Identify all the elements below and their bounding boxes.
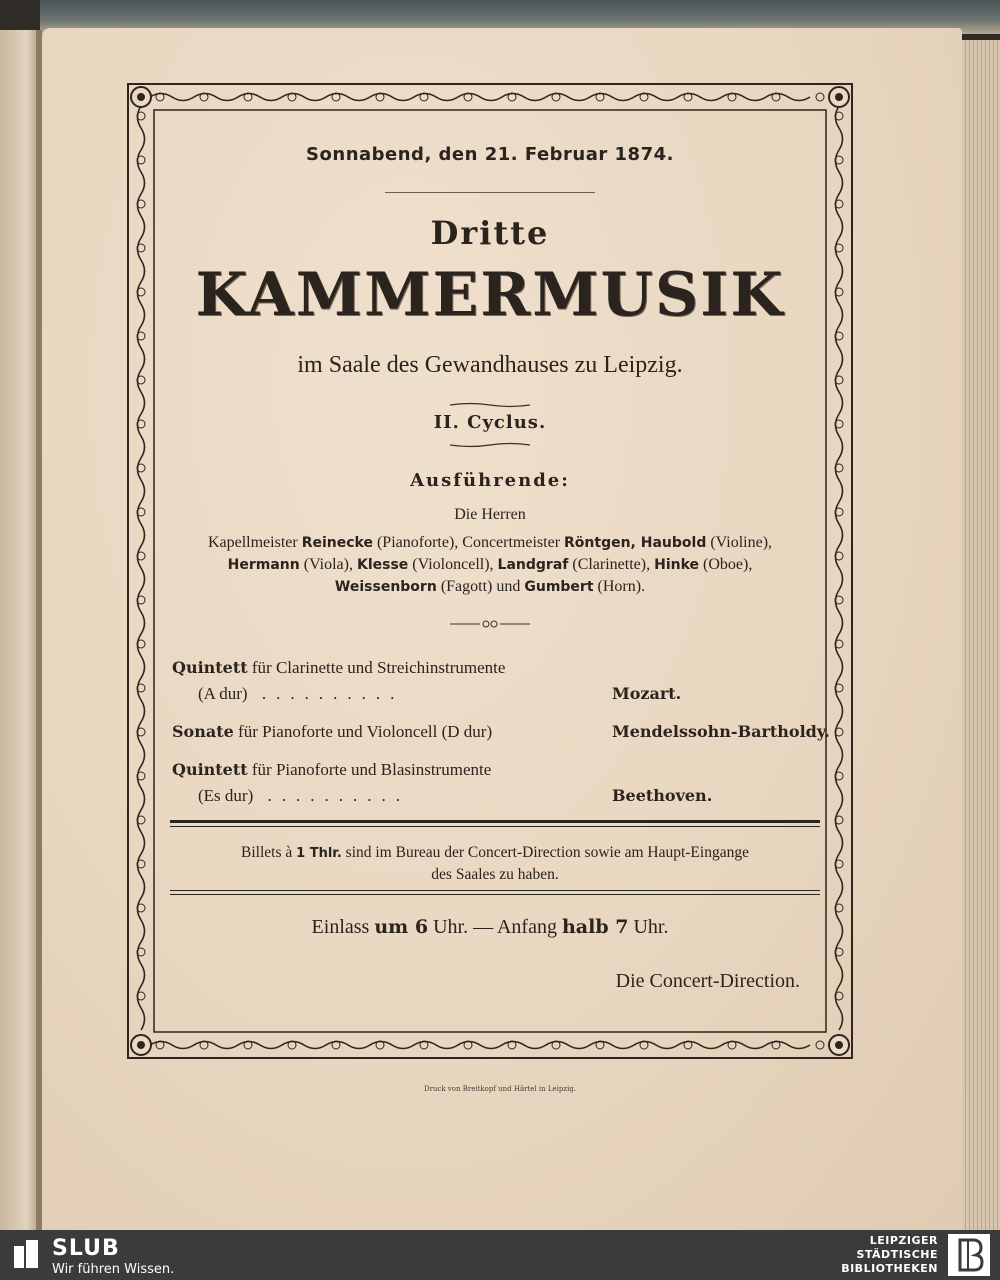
ticket-price: 1 Thlr.	[296, 846, 342, 861]
viewer-footer	[0, 1230, 1000, 1280]
composer: Mendelssohn-Bartholdy.	[612, 722, 830, 741]
work-key-text: (Es dur)	[198, 786, 254, 805]
work-description: für Pianoforte und Blasinstrumente	[247, 760, 492, 779]
work-key-text: (A dur)	[198, 684, 248, 703]
work-title: Quintett	[172, 760, 248, 779]
work-title: Quintett	[172, 658, 248, 677]
performer-name: Reinecke	[301, 535, 373, 551]
center-ornament-icon	[450, 618, 530, 630]
cycle-label: II. Cyclus.	[433, 412, 547, 433]
performers-heading: Ausführende:	[410, 470, 570, 491]
work-description: für Clarinette und Streichinstrumente	[247, 658, 506, 677]
program-item	[172, 658, 505, 678]
slub-logo-icon[interactable]	[14, 1240, 38, 1268]
signature: Die Concert-Direction.	[615, 970, 800, 992]
library-name-line: BIBLIOTHEKEN	[841, 1262, 938, 1275]
divider-thin	[170, 826, 820, 827]
library-name-line: LEIPZIGER	[869, 1234, 938, 1247]
performers-intro: Die Herren	[454, 506, 526, 523]
program-item	[172, 760, 491, 780]
admission-time: um 6	[374, 916, 429, 938]
flourish-icon	[450, 442, 530, 448]
admission-text: Einlass	[311, 916, 375, 938]
performers-line-3	[150, 576, 830, 598]
performer-role: (Viola),	[299, 556, 357, 573]
library-name[interactable]	[841, 1234, 938, 1276]
program-item	[172, 722, 492, 742]
performers-line-1	[150, 532, 830, 554]
performer-role: (Clarinette),	[568, 556, 655, 573]
start-time: halb 7	[561, 916, 629, 938]
dot-leader: ..........	[247, 684, 405, 703]
work-key	[198, 684, 404, 704]
concert-date: Sonnabend, den 21. Februar 1874.	[306, 144, 674, 165]
admission-text: Uhr. — Anfang	[428, 916, 562, 938]
flourish-icon	[450, 402, 530, 408]
admission-times	[150, 916, 830, 939]
performers-line-2	[150, 554, 830, 576]
performer-role: (Violine),	[706, 534, 773, 551]
admission-text: Uhr.	[628, 916, 669, 938]
divider	[385, 192, 595, 193]
ticket-info-post: sind im Bureau der Concert-Direction sowie am Haupt-Eingange	[341, 844, 749, 861]
library-logo-icon[interactable]	[948, 1234, 990, 1276]
performer-name: Landgraf	[497, 557, 569, 573]
performer-role: (Oboe),	[699, 556, 753, 573]
library-name-line: STÄDTISCHE	[856, 1248, 938, 1261]
printer-credit: Druck von Breitkopf und Härtel in Leipzig.	[423, 1085, 577, 1093]
composer: Beethoven.	[612, 786, 713, 805]
work-title: Sonate	[172, 722, 234, 741]
left-page-edge	[0, 30, 38, 1230]
performer-role: Kapellmeister	[207, 534, 302, 551]
performer-name: Röntgen, Haubold	[564, 535, 707, 551]
page-stack-edge	[958, 40, 1000, 1230]
performer-name: Weissenborn	[334, 579, 437, 595]
performer-name: Hinke	[654, 557, 700, 573]
performer-role: (Pianoforte), Concertmeister	[372, 534, 565, 551]
dot-leader: ..........	[253, 786, 410, 805]
venue-line: im Saale des Gewandhauses zu Leipzig.	[297, 352, 683, 378]
performer-name: Hermann	[227, 557, 300, 573]
ticket-info-pre: Billets à	[241, 844, 297, 861]
ticket-info-line2: des Saales zu haben.	[431, 866, 559, 883]
slub-tagline: Wir führen Wissen.	[52, 1262, 175, 1277]
performer-role: (Horn).	[593, 578, 646, 595]
ticket-info	[170, 842, 820, 885]
title-main: KAMMERMUSIK	[195, 260, 785, 330]
work-key	[198, 786, 410, 806]
divider-thin	[170, 890, 820, 891]
slub-name[interactable]: SLUB	[52, 1236, 120, 1261]
performer-role: (Violoncell),	[408, 556, 498, 573]
title-ordinal: Dritte	[430, 214, 550, 252]
performer-name: Gumbert	[524, 579, 594, 595]
performer-role: (Fagott) und	[436, 578, 525, 595]
composer: Mozart.	[612, 684, 682, 703]
work-description: für Pianoforte und Violoncell (D dur)	[233, 722, 493, 741]
divider-thick	[170, 820, 820, 823]
divider-thin	[170, 894, 820, 895]
performer-name: Klesse	[356, 557, 409, 573]
